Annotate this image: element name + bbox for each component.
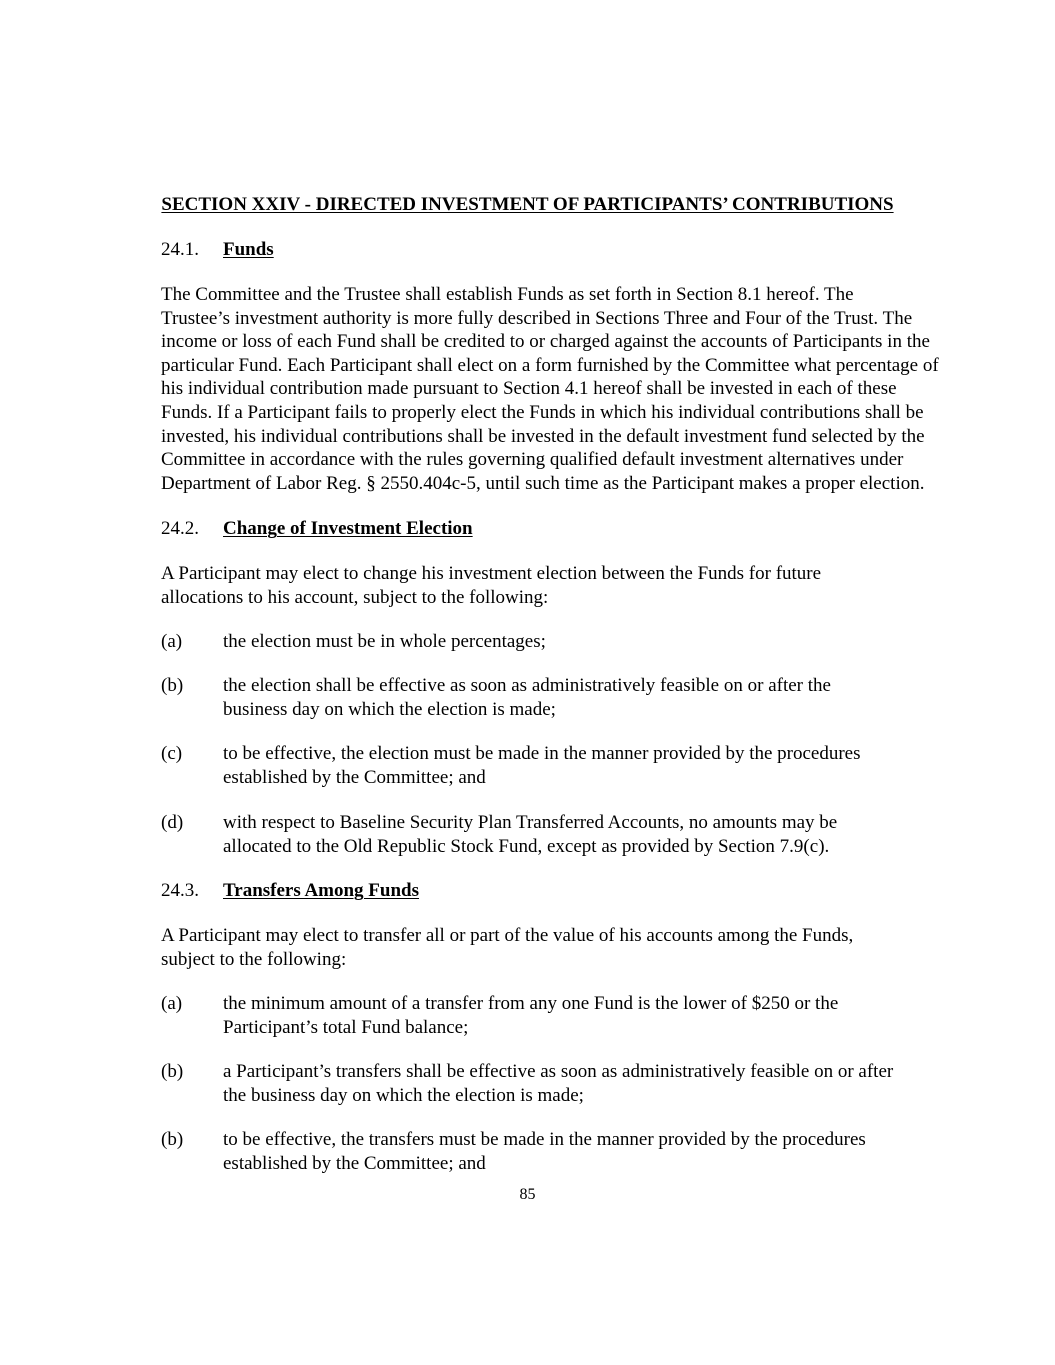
- heading-title: Funds: [223, 239, 274, 260]
- heading-title: Transfers Among Funds: [223, 880, 420, 901]
- list-item-label: (a): [161, 631, 183, 652]
- list-item-text: [223, 992, 963, 1039]
- paragraph-24-2: [99, 562, 959, 609]
- list-item-text: [223, 811, 963, 858]
- list-item-line: business day on which the election is made;: [223, 698, 556, 720]
- list-item-line: Participant’s total Fund balance;: [223, 1016, 469, 1038]
- list-item-text: [223, 1060, 963, 1107]
- paragraph-line: A Participant may elect to transfer all or part of the value of his accounts among the Funds,: [161, 925, 854, 946]
- list-item-line: allocated to the Old Republic Stock Fund, except as provided by Section 7.9(c).: [223, 835, 830, 857]
- paragraph-line: Funds. If a Participant fails to properly elect the Funds in which his individual contributions shall be: [161, 401, 924, 423]
- paragraph-line: subject to the following:: [161, 948, 347, 970]
- page-number: 85: [519, 1186, 536, 1203]
- heading-number: 24.3.: [161, 880, 199, 901]
- heading-number: 24.2.: [161, 518, 199, 539]
- list-item-label: (c): [161, 743, 183, 764]
- paragraph-line: income or loss of each Fund shall be credited to or charged against the accounts of Participants in the: [161, 331, 930, 353]
- paragraph-line: invested, his individual contributions shall be invested in the default investment fund selected by the: [161, 425, 925, 447]
- list-item-line: the business day on which the election is made;: [223, 1084, 584, 1106]
- list-item-text: [223, 1128, 963, 1175]
- list-item-line: the minimum amount of a transfer from any one Fund is the lower of $250 or the: [223, 993, 839, 1014]
- paragraph-line: Committee in accordance with the rules governing qualified default investment alternatives under: [161, 449, 904, 471]
- heading-title: Change of Investment Election: [223, 518, 473, 539]
- paragraph-line: Department of Labor Reg. § 2550.404c-5, until such time as the Participant makes a proper election.: [161, 472, 925, 494]
- list-item-line: to be effective, the election must be made in the manner provided by the procedures: [223, 743, 861, 764]
- heading-24-2: [161, 517, 473, 541]
- list-item-text: [223, 742, 963, 789]
- list-item-label: (a): [161, 993, 183, 1014]
- list-item-line: with respect to Baseline Security Plan Transferred Accounts, no amounts may be: [223, 812, 838, 833]
- list-item-line: a Participant’s transfers shall be effective as soon as administratively feasible on or after: [223, 1061, 894, 1082]
- paragraph-24-3: [99, 924, 959, 971]
- paragraph-24-1: [99, 283, 959, 495]
- paragraph-line: allocations to his account, subject to the following:: [161, 586, 549, 608]
- heading-24-3: [161, 879, 419, 903]
- list-item-line: to be effective, the transfers must be made in the manner provided by the procedures: [223, 1129, 866, 1150]
- paragraph-line: Trustee’s investment authority is more fully described in Sections Three and Four of the Trust. The: [161, 307, 913, 329]
- paragraph-line: A Participant may elect to change his investment election between the Funds for future: [161, 563, 822, 584]
- paragraph-line: his individual contribution made pursuant to Section 4.1 hereof shall be invested in each of these: [161, 378, 897, 400]
- list-item-line: established by the Committee; and: [223, 1152, 486, 1174]
- list-item-text: [223, 630, 963, 654]
- list-item-label: (b): [161, 1061, 184, 1082]
- list-item-line: the election shall be effective as soon as administratively feasible on or after the: [223, 675, 831, 696]
- section-title: SECTION XXIV - DIRECTED INVESTMENT OF PARTICIPANTS’ CONTRIBUTIONS: [161, 194, 894, 215]
- list-item-label: (b): [161, 675, 184, 696]
- paragraph-line: The Committee and the Trustee shall establish Funds as set forth in Section 8.1 hereof. The: [161, 284, 854, 305]
- paragraph-line: particular Fund. Each Participant shall elect on a form furnished by the Committee what percentage of: [161, 354, 939, 376]
- list-item-text: [223, 674, 963, 721]
- heading-number: 24.1.: [161, 239, 199, 260]
- list-item-line: established by the Committee; and: [223, 766, 486, 788]
- list-item-label: (b): [161, 1129, 184, 1150]
- list-item-label: (d): [161, 812, 184, 833]
- list-item-line: the election must be in whole percentages;: [223, 631, 546, 652]
- heading-24-1: [161, 238, 274, 262]
